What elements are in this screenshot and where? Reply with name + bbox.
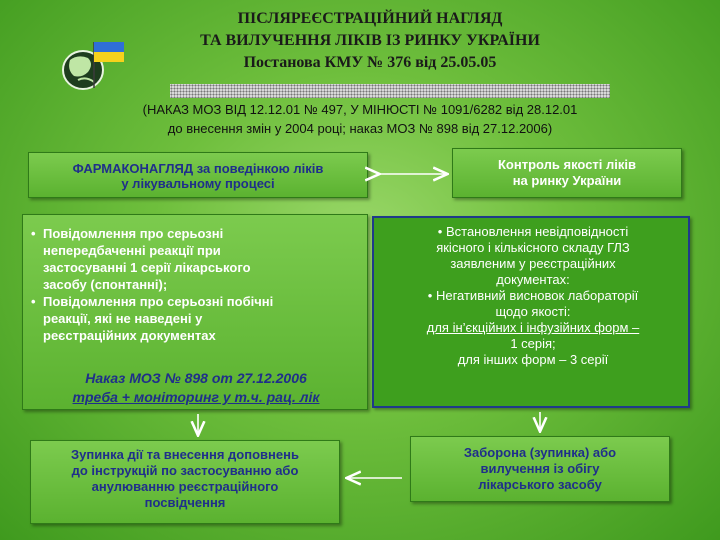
bullet-icon: •	[437, 224, 443, 239]
ban-line: Заборона (зупинка) або	[463, 445, 617, 460]
report-item-2-line: Повідомлення про серьозні побічні	[43, 294, 274, 309]
suspension-line: анулюванню реєстраційного	[91, 479, 279, 494]
pharmacovigilance-line-2: у лікувальному процесі	[121, 176, 275, 191]
nonconformity-line: якісного і кількісного складу ГЛЗ	[436, 240, 630, 255]
suspension-line: до інструкцій по застосуванню або	[71, 463, 299, 478]
subtitle-line-1: (НАКАЗ МОЗ ВІД 12.12.01 № 497, У МІНЮСТІ № 1091/6282 від 28.12.01	[142, 102, 578, 117]
bullet-icon: •	[427, 288, 433, 303]
pharmacovigilance-line-1: ФАРМАКОНАГЛЯД за поведінкою ліків	[72, 161, 324, 176]
report-item-1-line: застосуванні 1 серії лікарського	[43, 260, 251, 275]
report-item-1-line: непередбаченні реакції при	[43, 243, 221, 258]
report-item-1-line: Повідомлення про серьозні	[43, 226, 224, 241]
ban-line: лікарського засобу	[478, 477, 602, 492]
report-item-2-line: реєстраційних документах	[43, 328, 216, 343]
other-forms-line: для інших форм – 3 серії	[457, 352, 609, 367]
bullet-icon: •	[31, 226, 36, 241]
title-line-2: ТА ВИЛУЧЕННЯ ЛІКІВ ІЗ РИНКУ УКРАЇНИ	[200, 32, 540, 49]
report-item-2-line: реакції, які не наведені у	[43, 311, 203, 326]
ban-line: вилучення із обігу	[480, 461, 600, 476]
nonconformity-line: Негативний висновок лабораторії	[435, 288, 639, 303]
title-line-3: Постанова КМУ № 376 від 25.05.05	[243, 54, 497, 71]
suspension-line: посвідчення	[144, 495, 226, 510]
subtitle-line-2: до внесення змін у 2004 році; наказ МОЗ № 898 від 27.12.2006)	[167, 121, 553, 136]
bullet-icon: •	[31, 294, 36, 309]
quality-control-line-1: Контроль якості ліків	[497, 157, 636, 172]
title-line-1: ПІСЛЯРЕЄСТРАЦІЙНИЙ НАГЛЯД	[237, 10, 503, 27]
nonconformity-line: Встановлення невідповідності	[445, 224, 629, 239]
nonconformity-line: щодо якості:	[495, 304, 571, 319]
nonconformity-line: документах:	[496, 272, 570, 287]
injectable-forms-line: для ін’єкційних і інфузійних форм –	[426, 320, 640, 335]
order-line-2: треба + моніторинг у т.ч. рац. лік	[72, 389, 320, 405]
order-line-1: Наказ МОЗ № 898 от 27.12.2006	[85, 370, 307, 386]
suspension-line: Зупинка дії та внесення доповнень	[71, 447, 299, 462]
report-item-1-line: засобу (спонтанні);	[43, 277, 168, 292]
quality-control-line-2: на ринку України	[512, 173, 622, 188]
injectable-series-line: 1 серія;	[510, 336, 556, 351]
nonconformity-line: заявленим у реєстраційних	[450, 256, 616, 271]
